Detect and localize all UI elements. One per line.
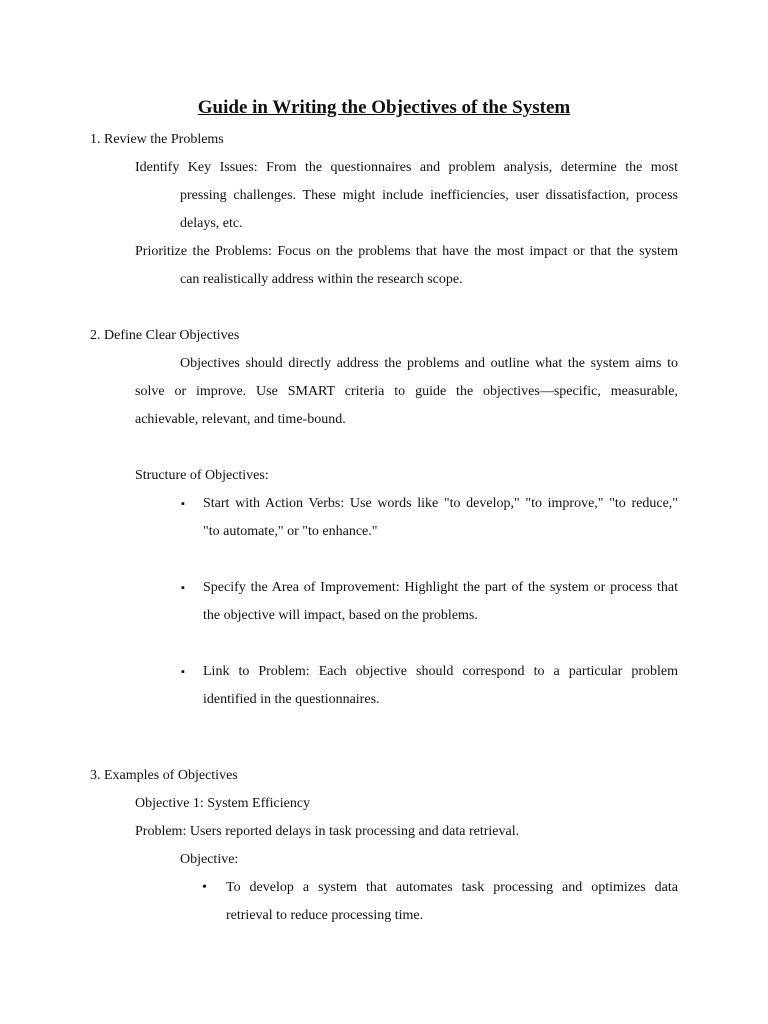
- square-bullet-icon: ▪: [181, 582, 185, 594]
- section2-para-line1: Objectives should directly address the problems and outline what the system aims to: [180, 356, 678, 371]
- section2-para-line3: achievable, relevant, and time-bound.: [135, 412, 346, 427]
- structure-bullet-2-line2: the objective will impact, based on the problems.: [203, 608, 478, 623]
- example-objective-line2: retrieval to reduce processing time.: [226, 908, 424, 923]
- problem-statement: Problem: Users reported delays in task processing and data retrieval.: [135, 824, 520, 839]
- section1-item1-line1: Identify Key Issues: From the questionnaires and problem analysis, determine the most: [135, 160, 678, 175]
- round-bullet-icon: •: [202, 880, 207, 895]
- structure-heading: Structure of Objectives:: [135, 468, 269, 483]
- section1-item1-line3: delays, etc.: [180, 216, 243, 231]
- section3-heading: 3. Examples of Objectives: [90, 768, 238, 783]
- square-bullet-icon: ▪: [181, 498, 185, 510]
- square-bullet-icon: ▪: [181, 666, 185, 678]
- objective-label: Objective:: [180, 852, 239, 867]
- structure-bullet-3-line1: Link to Problem: Each objective should correspond to a particular problem: [203, 664, 678, 679]
- structure-bullet-3-line2: identified in the questionnaires.: [203, 692, 380, 707]
- section1-item1-line2: pressing challenges. These might include inefficiencies, user dissatisfaction, process: [180, 188, 678, 203]
- structure-bullet-1-line1: Start with Action Verbs: Use words like "to develop," "to improve," "to reduce,": [203, 496, 678, 511]
- structure-bullet-1-line2: "to automate," or "to enhance.": [203, 524, 378, 539]
- section2-para-line2: solve or improve. Use SMART criteria to guide the objectives—specific, measurable,: [135, 384, 678, 399]
- objective1-title: Objective 1: System Efficiency: [135, 796, 311, 811]
- section2-heading: 2. Define Clear Objectives: [90, 328, 240, 343]
- document-title: Guide in Writing the Objectives of the System: [197, 97, 571, 118]
- structure-bullet-2-line1: Specify the Area of Improvement: Highlight the part of the system or process that: [203, 580, 678, 595]
- section1-item2-line1: Prioritize the Problems: Focus on the problems that have the most impact or that the system: [135, 244, 678, 259]
- section1-item2-line2: can realistically address within the research scope.: [180, 272, 463, 287]
- section1-heading: 1. Review the Problems: [90, 132, 224, 147]
- example-objective-line1: To develop a system that automates task processing and optimizes data: [226, 880, 678, 895]
